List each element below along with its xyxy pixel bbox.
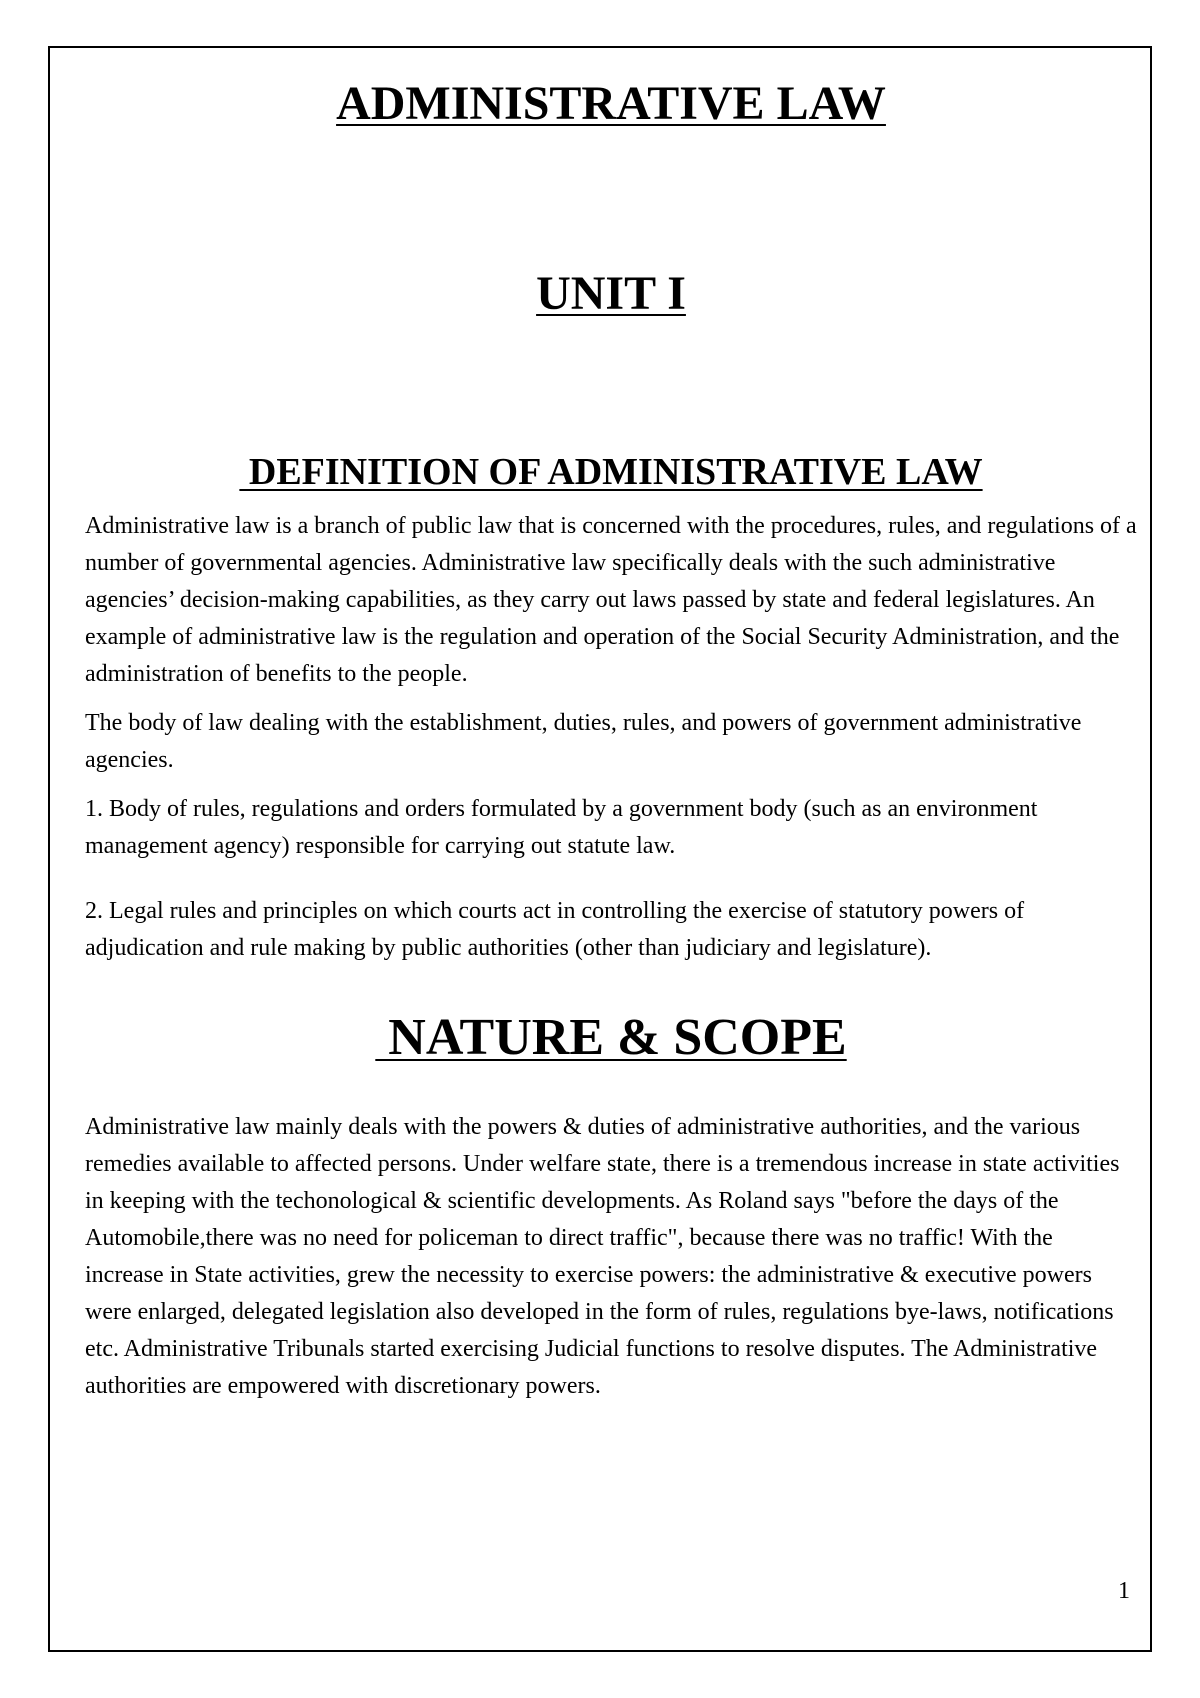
definition-paragraph: Administrative law is a branch of public law that is concerned with the procedures, rules, and regulations of a number of governmental agencies. Administrative law specifically deals with the such administrative agencies’ decision-making capabilities, as they carry out laws passed by state and federal legislatures. An example of administrative law is the regulation and operation of the Social Security Administration, and the administration of benefits to the people. [85,513,1137,687]
nature-scope-paragraph: Administrative law mainly deals with the powers & duties of administrative authorities, and the various remedies available to affected persons. Under welfare state, there is a tremendous increase in state activities in keeping with the techonological & scientific developments. As Roland says "before the days of the Automobile,there was no need for policeman to direct traffic", because there was no traffic! With the increase in State activities, grew the necessity to exercise powers: the administrative & executive powers were enlarged, delegated legislation also developed in the form of rules, regulations bye-laws, notifications etc. Administrative Tribunals started exercising Judicial functions to resolve disputes. The Administrative authorities are empowered with discretionary powers. [85,1114,1120,1399]
document-title: ADMINISTRATIVE LAW [336,77,886,130]
page-number: 1 [1118,1578,1130,1604]
nature-scope-heading: NATURE & SCOPE [375,1009,847,1066]
document-body [85,74,1137,1405]
definition-heading: DEFINITION OF ADMINISTRATIVE LAW [239,451,983,493]
numbered-point-1: 1. Body of rules, regulations and orders formulated by a government body (such as an environment management agency) responsible for carrying out statute law. [85,796,1038,859]
body-of-law-paragraph: The body of law dealing with the establishment, duties, rules, and powers of government administrative agencies. [85,710,1082,773]
unit-title: UNIT I [536,267,686,320]
numbered-point-2: 2. Legal rules and principles on which courts act in controlling the exercise of statutory powers of adjudication and rule making by public authorities (other than judiciary and legislature). [85,898,1025,961]
